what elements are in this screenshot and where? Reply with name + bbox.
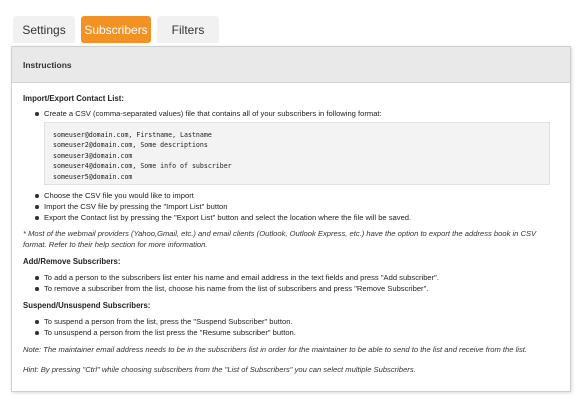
list-item: Export the Contact list by pressing the "Export List" button and select the location where the file will be saved.: [35, 212, 559, 223]
tab-filters[interactable]: Filters: [157, 16, 219, 43]
list-item: Create a CSV (comma-separated values) file that contains all of your subscribers in following format:: [35, 108, 559, 119]
list-item: Choose the CSV file you would like to import: [35, 190, 559, 201]
list-item: Import the CSV file by pressing the "Import List" button: [35, 201, 559, 212]
list-item: To remove a subscriber from the list, choose his name from the list of subscribers and press "Remove Subscriber".: [35, 283, 559, 294]
code-line: someuser4@domain.com, Some info of subscriber: [53, 162, 232, 171]
instructions-content: [12, 83, 570, 375]
import-export-list: [23, 108, 559, 119]
code-line: someuser2@domain.com, Some descriptions: [53, 141, 208, 150]
tab-subscribers[interactable]: Subscribers: [81, 16, 151, 43]
code-line: someuser5@domain.com: [53, 172, 133, 181]
tab-settings[interactable]: Settings: [13, 16, 75, 43]
import-export-steps: [23, 190, 559, 223]
suspend-list: [23, 316, 559, 338]
list-item: To add a person to the subscribers list enter his name and email address in the text fields and press "Add subscriber".: [35, 272, 559, 283]
list-item: To suspend a person from the list, press the "Suspend Subscriber" button.: [35, 316, 559, 327]
code-line: someuser3@domain.com: [53, 151, 133, 160]
import-export-title: Import/Export Contact List:: [23, 94, 124, 103]
tab-bar: [13, 16, 219, 43]
list-item: To unsuspend a person from the list press the "Resume subscriber" button.: [35, 327, 559, 338]
add-remove-list: [23, 272, 559, 294]
add-remove-title: Add/Remove Subscribers:: [23, 257, 121, 266]
hint-text: Hint: By pressing "Ctrl" while choosing subscribers from the "List of Subscribers" you can select multiple Subscribers.: [23, 365, 416, 374]
panel-title: Instructions: [12, 47, 570, 83]
webmail-note: * Most of the webmail providers (Yahoo,Gmail, etc.) and email clients (Outlook, Outlook Express, etc.) have the option to export the address book in CSV format. Refer to their help section for more information.: [23, 229, 537, 249]
instructions-panel: [11, 46, 571, 392]
code-line: someuser@domain.com, Firstname, Lastname: [53, 131, 212, 139]
maintainer-note: Note: The maintainer email address needs to be in the subscribers list in order for the maintainer to be able to send to the list and receive from the list.: [23, 345, 527, 354]
csv-format-example: [44, 122, 550, 185]
suspend-title: Suspend/Unsuspend Subscribers:: [23, 301, 151, 310]
